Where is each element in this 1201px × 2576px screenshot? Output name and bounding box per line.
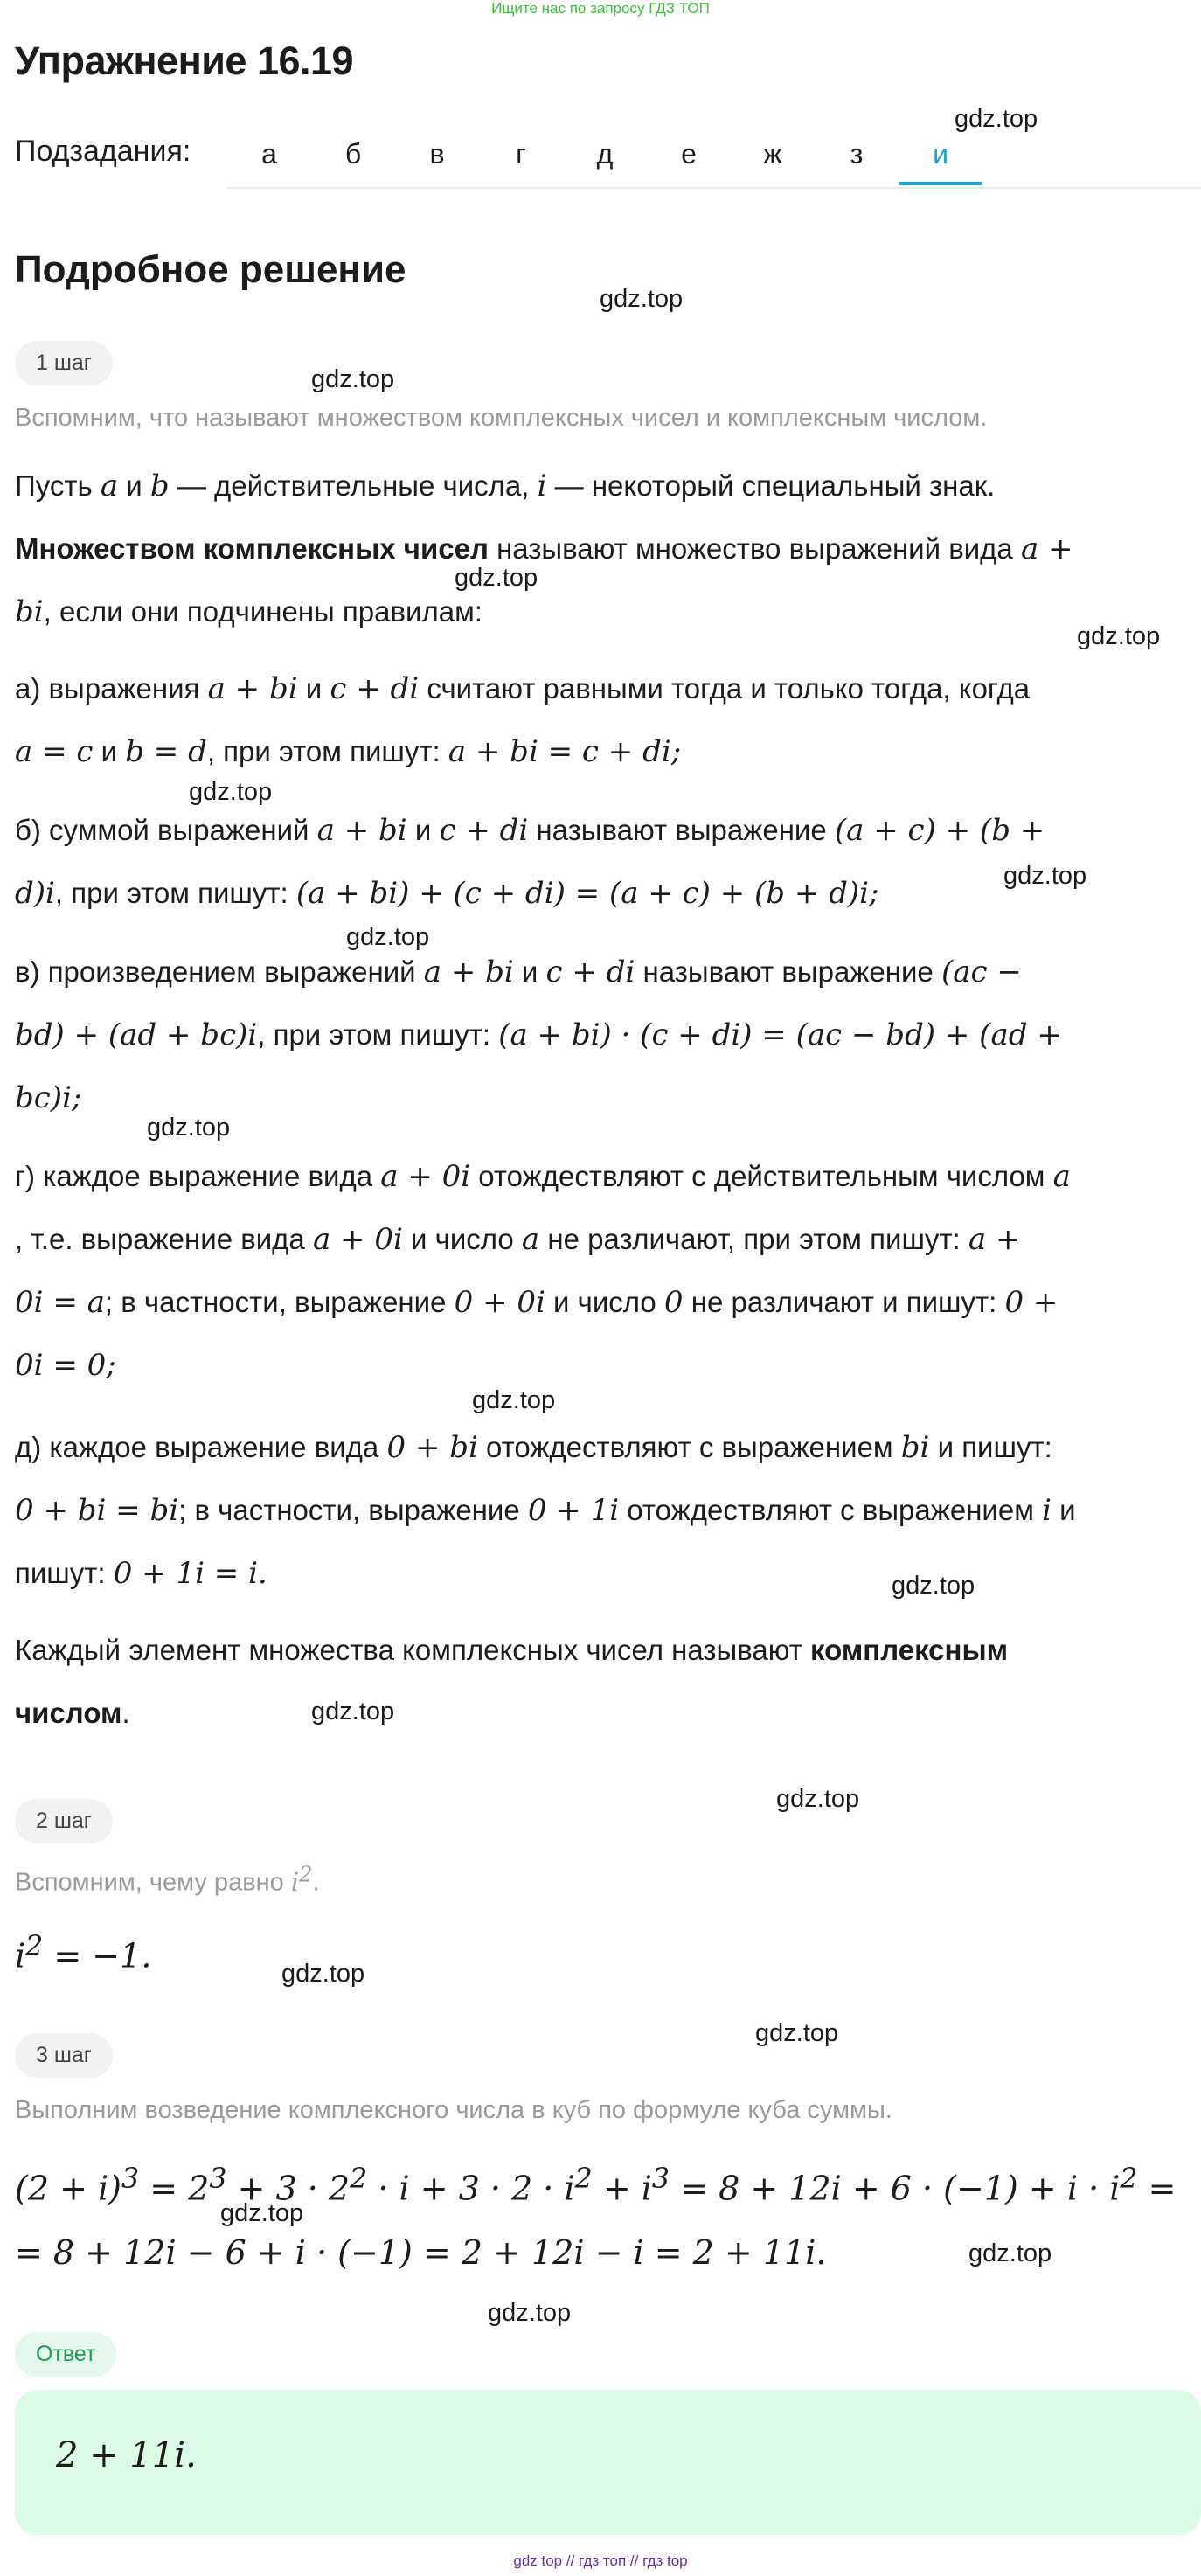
tab-e[interactable]: е: [681, 138, 697, 170]
watermark: gdz.top: [472, 1386, 556, 1414]
tab-z[interactable]: з: [850, 138, 864, 170]
bottom-link[interactable]: гдз top: [642, 2552, 688, 2569]
subtask-tabs: [227, 128, 1201, 189]
step-3-formula-line-2: = 8 + 12i − 6 + i · (−1) = 2 + 12i − i = 2 + 11i.: [15, 2233, 827, 2272]
watermark: gdz.top: [147, 1114, 231, 1142]
bottom-link[interactable]: gdz top: [513, 2552, 563, 2569]
watermark: gdz.top: [1077, 622, 1161, 650]
answer-badge: Ответ: [15, 2332, 116, 2377]
rule-d: д) каждое выражение вида 0 + bi отождествляют с выражением bi и пишут: 0 + bi = bi; в частности, выражение 0 + 1i отождествляют с выражением i и пишут: 0 + 1i = i.: [15, 1430, 1076, 1591]
bottom-links: [0, 2552, 1201, 2570]
watermark: gdz.top: [455, 564, 538, 592]
watermark: gdz.top: [189, 778, 273, 806]
tab-b[interactable]: б: [344, 138, 362, 170]
watermark: gdz.top: [1003, 862, 1087, 890]
watermark: gdz.top: [600, 285, 684, 313]
step-2-hint: Вспомним, чему равно $i^2$.: [15, 1862, 320, 1897]
watermark: gdz.top: [281, 1960, 365, 1988]
paragraph-intro: Пусть a и b — действительные числа, i — некоторый специальный знак.: [15, 469, 996, 503]
watermark: gdz.top: [955, 105, 1038, 133]
watermark: gdz.top: [311, 1698, 395, 1725]
watermark: gdz.top: [220, 2199, 304, 2227]
tab-a[interactable]: а: [261, 138, 277, 170]
tab-v[interactable]: в: [429, 138, 445, 170]
watermark: gdz.top: [311, 365, 395, 393]
solution-title: Подробное решение: [15, 248, 406, 291]
watermark: gdz.top: [776, 1785, 860, 1813]
rule-a: а) выражения a + bi и c + di считают равными тогда и только тогда, когда a = c и b = d, при этом пишут: a + bi = c + di;: [15, 671, 1031, 769]
rule-v: в) произведением выражений a + bi и c + di называют выражение (ac − bd) + (ad + bc)i, при этом пишут: (a + bi) · (c + di) = (ac − bd) + (ad + bc)i;: [15, 955, 1062, 1115]
top-banner: Ищите нас по запросу ГДЗ ТОП: [491, 0, 710, 17]
answer-value: 2 + 11i.: [56, 2435, 197, 2475]
step-1-badge: 1 шаг: [15, 341, 113, 385]
step-2-badge: 2 шаг: [15, 1799, 113, 1843]
tab-i-active[interactable]: и: [899, 128, 982, 185]
rule-g: г) каждое выражение вида a + 0i отождествляют с действительным числом a , т.е. выражение вида a + 0i и число a не различают, при этом пишут: a + 0i = a; в частности, выражение 0 + 0i и число 0 не различают и пишут: 0 + 0i = 0;: [15, 1159, 1071, 1383]
watermark: gdz.top: [488, 2299, 572, 2327]
step-3-formula-line-1: $(2 + i)^3 = 2^3 + 3 \cdot 2^2 \cdot i + 3 \cdot 2 \cdot i^2 + i^3 = 8 + 12i + 6 \cdot (-1) + i \cdot i^2$ =: [15, 2163, 1177, 2208]
step-3-hint: Выполним возведение комплексного числа в куб по формуле куба суммы.: [15, 2096, 892, 2124]
step-3-badge: 3 шаг: [15, 2033, 113, 2078]
subtasks-label: Подзадания:: [15, 135, 191, 168]
watermark: gdz.top: [968, 2239, 1052, 2267]
watermark: gdz.top: [755, 2019, 839, 2047]
tab-zh[interactable]: ж: [763, 138, 782, 170]
page-title: Упражнение 16.19: [15, 38, 354, 83]
bottom-link-separator: //: [566, 2552, 575, 2569]
tab-g[interactable]: г: [516, 138, 526, 170]
tab-d[interactable]: д: [596, 138, 614, 170]
rule-b: б) суммой выражений a + bi и c + di называют выражение (a + c) + (b + d)i, при этом пишут: (a + bi) + (c + di) = (a + c) + (b + d)i;: [15, 813, 1045, 911]
watermark: gdz.top: [346, 923, 430, 951]
paragraph-definition: Множеством комплексных чисел называют множество выражений вида a + bi, если они подчинены правилам:: [15, 531, 1073, 629]
watermark: gdz.top: [892, 1572, 975, 1600]
bottom-link[interactable]: гдз топ: [579, 2552, 627, 2569]
step-1-hint: Вспомним, что называют множеством комплексных чисел и комплексным числом.: [15, 404, 988, 432]
paragraph-complex-number: Каждый элемент множества комплексных чисел называют комплексным числом.: [15, 1634, 1009, 1729]
bottom-link-separator: //: [629, 2552, 639, 2569]
step-2-formula: $i^2 = -1$.: [15, 1931, 152, 1975]
